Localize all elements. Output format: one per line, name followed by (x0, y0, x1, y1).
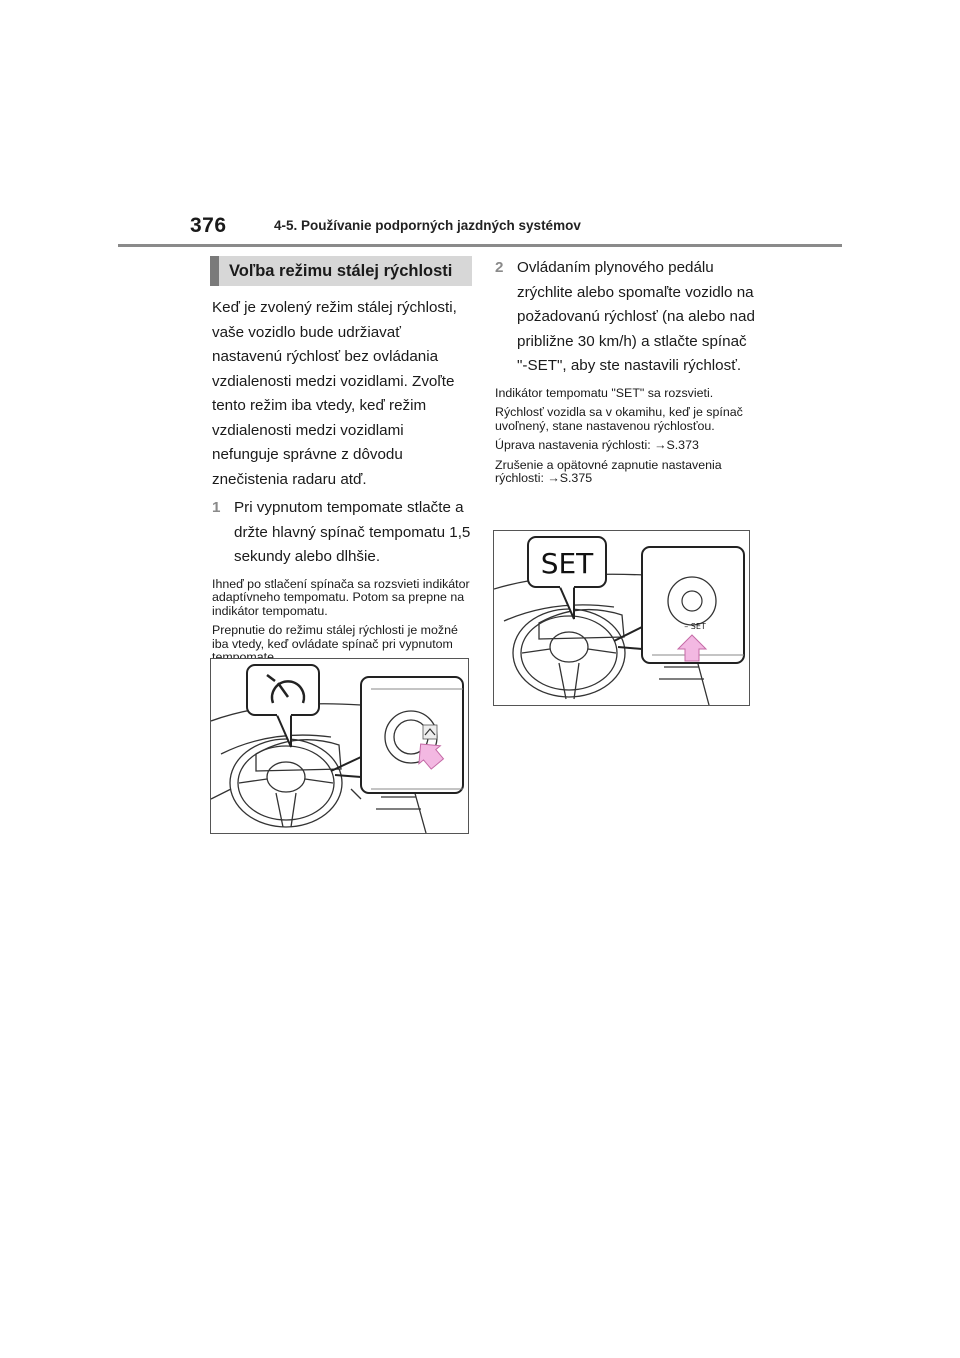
step-2-note-1: Indikátor tempomatu "SET" sa rozsvieti. (495, 385, 714, 400)
section-heading: Voľba režimu stálej rýchlosti (210, 256, 472, 286)
header-rule (118, 244, 842, 247)
steering-wheel-illustration (494, 531, 749, 705)
intro-paragraph: Keď je zvolený režim stálej rýchlosti, vaše vozidlo bude udržiavať nastavenú rýchlosť bez ovládania vzdialenosti medzi vozidlami. Zvoľte tento režim iba vtedy, keď režim vzdialenosti medzi vozidlami nefunguje správne z dôvodu znečistenia radaru atď. (212, 299, 457, 488)
set-switch-label: – SET (684, 622, 706, 631)
chapter-title: 4-5. Používanie podporných jazdných systémov (274, 218, 581, 233)
figure-main-switch (210, 658, 469, 834)
set-callout-label: SET (540, 547, 594, 580)
steering-wheel-illustration (211, 659, 468, 833)
step-text: Ovládaním plynového pedálu zrýchlite alebo spomaľte vozidlo na požadovanú rýchlosť (na alebo nad približne 30 km/h) a stlačte spínač "-SET", aby ste nastavili rýchlosť. (517, 259, 755, 374)
page-header (190, 214, 830, 244)
step-1-note-1: Ihneď po stlačení spínača sa rozsvieti indikátor adaptívneho tempomatu. Potom sa prepne na indikátor tempomatu. (212, 576, 470, 618)
step-1-note-2: Prepnutie do režimu stálej rýchlosti je možné iba vtedy, keď ovládate spínač pri vypnutom (212, 623, 458, 651)
step-number: 2 (495, 259, 504, 276)
step-2-note-2: Rýchlosť vozidla sa v okamihu, keď je spínač uvoľnený, stane nastavenou rýchlosťou. (495, 405, 743, 433)
page-number: 376 (190, 214, 227, 237)
switch-zoom-panel (614, 547, 744, 663)
step-2-note-3: Úprava nastavenia rýchlosti: →S.373 (495, 438, 699, 453)
left-column (210, 256, 472, 665)
figure-set-switch (493, 530, 750, 706)
step-1 (210, 496, 472, 570)
right-column (493, 256, 755, 486)
cruise-switch-icon (423, 725, 437, 739)
step-2-note-4: Zrušenie a opätovné zapnutie nastavenia rýchlosti: →S.375 (495, 457, 722, 486)
step-text: Pri vypnutom tempomate stlačte a držte hlavný spínač tempomatu 1,5 sekundy alebo dlhšie. (234, 499, 471, 565)
switch-zoom-panel (331, 677, 463, 793)
step-2 (493, 256, 755, 379)
set-callout (528, 537, 606, 619)
step-number: 1 (212, 499, 221, 516)
